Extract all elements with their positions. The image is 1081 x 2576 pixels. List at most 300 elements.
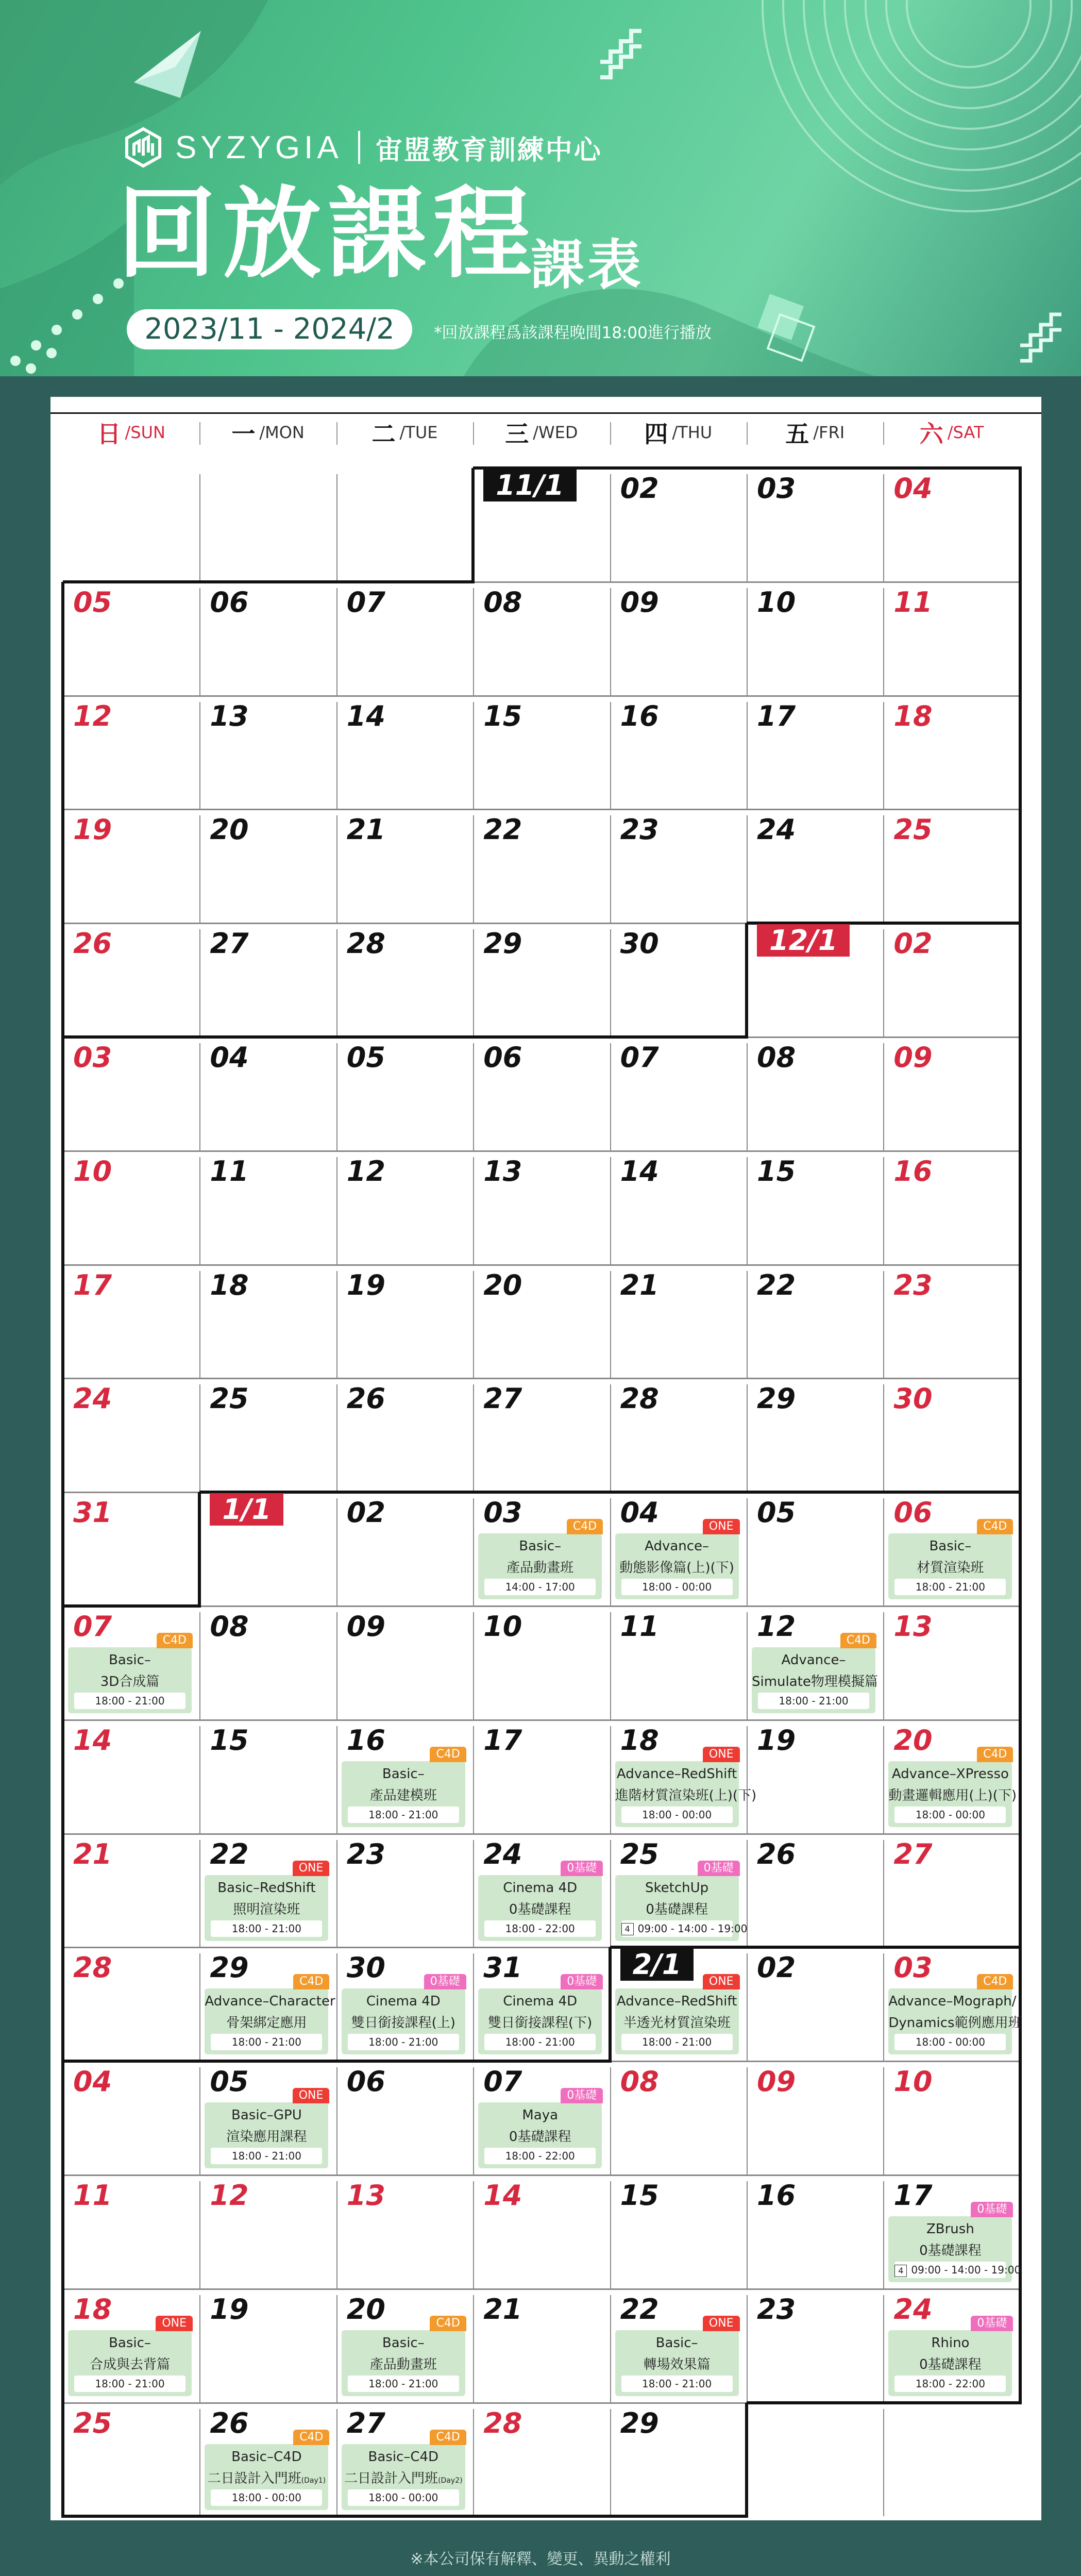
day-number: 30 (893, 1382, 933, 1415)
course-card[interactable] (888, 1520, 1012, 1599)
day-number: 17 (893, 2179, 933, 2212)
column-divider (199, 474, 200, 582)
day-number: 27 (893, 1837, 933, 1870)
calendar-day (883, 1378, 1019, 1492)
course-name: Basic–RedShift (217, 1880, 316, 1896)
course-time (621, 1579, 733, 1595)
calendar-day (199, 1947, 335, 2061)
day-number: 28 (483, 2406, 522, 2439)
day-number: 06 (893, 1496, 933, 1529)
calendar-day (199, 2403, 335, 2516)
course-time (894, 1806, 1006, 1823)
day-number: 02 (757, 1951, 796, 1984)
calendar-day (63, 809, 199, 923)
day-number: 25 (73, 2406, 112, 2439)
day-number: 10 (483, 1610, 522, 1643)
course-card[interactable] (615, 1975, 739, 2054)
calendar-day (63, 1492, 199, 1605)
course-card[interactable] (68, 1634, 192, 1713)
course-name: Basic– (929, 1538, 972, 1554)
course-card[interactable] (888, 2316, 1012, 2396)
course-card[interactable] (478, 2089, 602, 2168)
day-number: 07 (483, 2065, 522, 2098)
day-number: 02 (346, 1496, 385, 1529)
day-number: 22 (620, 2293, 659, 2326)
course-tag: C4D (293, 2430, 329, 2445)
weekday-label-english: /SUN (125, 423, 165, 442)
course-subtitle (205, 1899, 328, 1918)
day-number: 30 (620, 927, 659, 960)
course-time (621, 1806, 733, 1823)
calendar-day (336, 1492, 472, 1605)
calendar-day (473, 696, 609, 809)
day-number: 03 (483, 1496, 522, 1529)
course-tag: 0基礎 (561, 2088, 603, 2103)
course-time-text: 18:00 - 00:00 (915, 1808, 985, 1821)
logo-row (123, 122, 602, 173)
course-subtitle-text: 照明渲染班 (233, 1901, 300, 1917)
course-name: Cinema 4D (503, 1880, 578, 1896)
calendar-day (473, 1265, 609, 1378)
course-subtitle-text: 0基礎課程 (919, 2356, 982, 2372)
course-tag: 0基礎 (971, 2316, 1013, 2331)
calendar-day (473, 1037, 609, 1150)
day-number: 03 (73, 1041, 112, 1074)
day-number: 13 (346, 2179, 385, 2212)
calendar-day (473, 1947, 609, 2061)
day-number: 24 (73, 1382, 112, 1415)
session-count-badge: 4 (894, 2265, 907, 2277)
course-name: Basic– (109, 2335, 151, 2351)
course-card[interactable] (478, 1520, 602, 1599)
course-subtitle (68, 1671, 192, 1690)
calendar-day (610, 2403, 746, 2516)
day-number: 29 (483, 927, 522, 960)
calendar-day (63, 1720, 199, 1833)
course-time (484, 1579, 596, 1595)
day-number: 05 (757, 1496, 796, 1529)
day-number: 13 (210, 699, 249, 732)
calendar-day (199, 1037, 335, 1150)
course-time (758, 1693, 869, 1709)
calendar-day (336, 1606, 472, 1719)
month-start-label: 12/1 (757, 924, 850, 957)
course-name: Basic–C4D (231, 2449, 302, 2465)
brand-name: SYZYGIA (175, 129, 343, 165)
course-time-text: 18:00 - 21:00 (368, 2036, 438, 2049)
course-subtitle (205, 2012, 328, 2031)
decor-stairs-icon (598, 26, 644, 82)
course-tag: ONE (293, 1861, 330, 1876)
course-name: Cinema 4D (503, 1994, 578, 2010)
column-divider (336, 474, 337, 582)
calendar-day (473, 1492, 609, 1605)
weekday-label-english: /SAT (947, 423, 984, 442)
day-number: 23 (893, 1268, 933, 1301)
day-number: 18 (73, 2293, 112, 2326)
day-number: 19 (757, 1724, 796, 1757)
day-number: 07 (73, 1610, 112, 1643)
course-subtitle (342, 2354, 465, 2373)
calendar-day (610, 1492, 746, 1605)
brand-name-chinese: 宙盟教育訓練中心 (375, 135, 602, 166)
calendar-day (473, 2061, 609, 2174)
course-tag: ONE (703, 2316, 740, 2331)
calendar-day (883, 923, 1019, 1036)
calendar-day (63, 2403, 199, 2516)
day-number: 09 (346, 1610, 385, 1643)
calendar-day (473, 1834, 609, 1947)
day-number: 04 (893, 472, 933, 505)
course-tag: C4D (567, 1519, 603, 1534)
day-number: 23 (346, 1837, 385, 1870)
course-subtitle-text: 產品建模班 (369, 1787, 437, 1803)
course-time-text: 09:00 - 14:00 - 19:00 (637, 1922, 748, 1935)
course-tag: 0基礎 (971, 2202, 1013, 2217)
calendar-day (63, 696, 199, 809)
calendar-day (199, 1492, 335, 1605)
course-time (211, 2148, 322, 2164)
course-time (211, 1920, 322, 1937)
course-time-text: 18:00 - 21:00 (95, 1695, 165, 1707)
day-number: 19 (210, 2293, 249, 2326)
course-card[interactable] (478, 1975, 602, 2054)
course-time (348, 2034, 459, 2050)
day-number: 17 (757, 699, 796, 732)
course-card[interactable] (615, 1520, 739, 1599)
day-number: 24 (757, 813, 796, 846)
course-subtitle (478, 1899, 602, 1918)
page-subtitle: 課表 (531, 233, 645, 296)
day-number: 10 (893, 2065, 933, 2098)
day-number: 16 (620, 699, 659, 732)
course-name: Basic–GPU (231, 2107, 302, 2123)
course-card[interactable] (615, 1747, 757, 1827)
course-subtitle (205, 2126, 328, 2145)
calendar-grid (50, 397, 1041, 2520)
calendar-day (63, 1606, 199, 1719)
calendar-day (63, 582, 199, 695)
day-number: 08 (620, 2065, 659, 2098)
course-subtitle (888, 1557, 1012, 1576)
day-number: 25 (210, 1382, 249, 1415)
calendar-day (473, 2403, 609, 2516)
course-time-text: 18:00 - 21:00 (368, 1808, 438, 1821)
course-subtitle-text: 骨架綁定應用 (226, 2015, 307, 2031)
course-subtitle-text: Dynamics範例應用班 (888, 2015, 1022, 2031)
course-time-text: 14:00 - 17:00 (505, 1581, 575, 1594)
day-number: 04 (620, 1496, 659, 1529)
course-card[interactable] (68, 2316, 192, 2396)
course-subtitle-text: 0基礎課程 (509, 2129, 571, 2145)
course-subtitle-text: 產品動畫班 (506, 1560, 574, 1576)
course-subtitle (478, 2126, 602, 2145)
course-card[interactable] (888, 1975, 1022, 2054)
course-name: Advance–Character (205, 1994, 335, 2010)
course-subtitle (342, 1785, 465, 1804)
calendar-day (883, 468, 1019, 581)
course-time-text: 18:00 - 22:00 (915, 2377, 985, 2390)
calendar-day (610, 1265, 746, 1378)
course-time (894, 2262, 1021, 2278)
calendar-day (610, 809, 746, 923)
day-number: 18 (893, 699, 933, 732)
course-time (894, 2034, 1006, 2050)
calendar-day (883, 582, 1019, 695)
calendar-day (336, 2289, 472, 2402)
calendar-day (63, 2289, 199, 2402)
day-number: 08 (483, 586, 522, 618)
day-number: 27 (483, 1382, 522, 1415)
weekday-label-chinese: 四 (644, 420, 668, 448)
course-time-text: 18:00 - 21:00 (95, 2377, 165, 2390)
logo-separator (358, 131, 360, 164)
date-range-badge: 2023/11 - 2024/2 (127, 309, 412, 349)
course-tag: 0基礎 (698, 1861, 740, 1876)
course-card[interactable] (205, 2430, 328, 2510)
day-number: 15 (210, 1724, 249, 1757)
day-number: 25 (893, 813, 933, 846)
day-number: 07 (346, 586, 385, 618)
course-time-text: 18:00 - 22:00 (505, 2150, 575, 2163)
course-tag: C4D (840, 1633, 876, 1648)
day-number: 04 (73, 2065, 112, 2098)
course-time (348, 1806, 459, 1823)
course-time-text: 18:00 - 21:00 (915, 1581, 985, 1594)
calendar-day (747, 1151, 883, 1264)
calendar-day (883, 2175, 1019, 2288)
course-subtitle (888, 2240, 1012, 2259)
course-subtitle-text: 二日設計入門班 (207, 2470, 301, 2486)
calendar-day (473, 809, 609, 923)
course-tag: C4D (977, 1747, 1013, 1762)
day-number: 05 (73, 586, 112, 618)
day-number: 03 (757, 472, 796, 505)
course-subtitle (752, 1671, 878, 1690)
syzygia-logo-icon (123, 127, 164, 168)
course-subtitle-text: 3D合成篇 (100, 1674, 160, 1690)
course-time-text: 18:00 - 21:00 (641, 2036, 712, 2049)
course-card[interactable] (888, 2203, 1021, 2282)
course-subtitle (205, 2468, 328, 2487)
day-number: 19 (346, 1268, 385, 1301)
calendar-day (883, 696, 1019, 809)
schedule-note: *回放課程爲該課程晚間18:00進行播放 (434, 324, 712, 342)
course-card[interactable] (615, 1861, 748, 1941)
calendar-day (747, 1492, 883, 1605)
calendar-day (473, 1378, 609, 1492)
calendar-day (199, 2289, 335, 2402)
course-subtitle (888, 1785, 1017, 1804)
calendar-day (199, 1606, 335, 1719)
day-number: 24 (893, 2293, 933, 2326)
course-time (621, 2034, 733, 2050)
calendar-day (747, 2289, 883, 2402)
day-number: 12 (757, 1610, 796, 1643)
course-card[interactable] (888, 1747, 1017, 1827)
course-subtitle (615, 2012, 739, 2031)
calendar-day (747, 468, 883, 581)
weekday-label-english: /FRI (813, 423, 845, 442)
calendar-day (883, 2289, 1019, 2402)
day-number: 16 (757, 2179, 796, 2212)
day-number: 15 (483, 699, 522, 732)
course-name: SketchUp (645, 1880, 709, 1896)
course-subtitle (888, 2012, 1022, 2031)
course-subtitle (615, 1899, 739, 1918)
course-card[interactable] (615, 2316, 739, 2396)
calendar-day (199, 1151, 335, 1264)
course-subtitle (888, 2354, 1012, 2373)
course-tag: ONE (703, 1747, 740, 1762)
course-tag: C4D (157, 1633, 193, 1648)
course-time-text: 09:00 - 14:00 - 19:00 (911, 2264, 1021, 2276)
day-number: 28 (346, 927, 385, 960)
course-time (348, 2376, 459, 2392)
course-name: Basic– (519, 1538, 562, 1554)
day-number: 21 (73, 1837, 112, 1870)
day-number: 09 (757, 2065, 796, 2098)
day-number: 07 (620, 1041, 659, 1074)
calendar-day (747, 1720, 883, 1833)
calendar-day (610, 1378, 746, 1492)
course-name: Advance–RedShift (616, 1994, 737, 2010)
calendar-day (610, 1834, 746, 1947)
page-title: 回放課程 (117, 177, 538, 292)
course-tag: ONE (156, 2316, 193, 2331)
calendar-day (199, 2061, 335, 2174)
day-number: 27 (346, 2406, 385, 2439)
day-number: 21 (483, 2293, 522, 2326)
calendar-day (883, 809, 1019, 923)
day-number: 25 (620, 1837, 659, 1870)
calendar-day (336, 1947, 472, 2061)
day-number: 06 (210, 586, 249, 618)
course-card[interactable] (205, 1861, 328, 1941)
day-number: 11 (210, 1155, 249, 1187)
day-number: 27 (210, 927, 249, 960)
day-number: 14 (73, 1724, 112, 1757)
course-subtitle-text: 雙日銜接課程(下) (488, 2015, 593, 2031)
day-number: 20 (346, 2293, 385, 2326)
day-number: 21 (346, 813, 385, 846)
day-number: 02 (893, 927, 933, 960)
course-name: Advance–XPresso (891, 1766, 1009, 1782)
header-banner (0, 0, 1081, 376)
calendar-day (747, 1947, 883, 2061)
calendar-day (63, 1151, 199, 1264)
day-number: 08 (210, 1610, 249, 1643)
calendar-day (336, 2061, 472, 2174)
weekday-label-chinese: 一 (231, 420, 256, 448)
calendar-day (610, 1720, 757, 1833)
calendar-day (747, 1265, 883, 1378)
course-name: Advance– (645, 1538, 710, 1554)
calendar-day (610, 582, 746, 695)
course-name: Maya (522, 2107, 559, 2123)
calendar-day (63, 1378, 199, 1492)
course-subtitle (342, 2468, 465, 2487)
course-subtitle-text: 產品動畫班 (369, 2356, 437, 2372)
course-card[interactable] (342, 2430, 465, 2510)
calendar-day (199, 809, 335, 923)
calendar-day (199, 1265, 335, 1378)
calendar-day (473, 2175, 609, 2288)
course-tag: C4D (293, 1974, 329, 1989)
course-tag: 0基礎 (424, 1974, 466, 1989)
course-time-text: 18:00 - 00:00 (641, 1581, 712, 1594)
course-time (894, 1579, 1006, 1595)
calendar-day (63, 2175, 199, 2288)
course-subtitle-text: Simulate物理模擬篇 (752, 1674, 878, 1690)
day-number: 16 (346, 1724, 385, 1757)
calendar-day (473, 923, 609, 1036)
calendar-day (336, 696, 472, 809)
weekday-label-chinese: 六 (919, 420, 943, 448)
course-card[interactable] (342, 2316, 465, 2396)
calendar-day (610, 1606, 746, 1719)
calendar-day (63, 2061, 199, 2174)
session-count-badge: 4 (621, 1923, 634, 1935)
weekday-label-english: /WED (533, 423, 578, 442)
course-card[interactable] (205, 1975, 335, 2054)
column-divider (883, 2409, 884, 2517)
calendar-day (747, 2175, 883, 2288)
day-number: 15 (757, 1155, 796, 1187)
calendar-day (63, 923, 199, 1036)
course-subtitle-text: 渲染應用課程 (226, 2129, 307, 2145)
calendar-day (883, 2061, 1019, 2174)
calendar-day (747, 696, 883, 809)
course-subtitle-text: 動態影像篇(上)(下) (619, 1560, 734, 1576)
decor-squares-icon (742, 289, 824, 366)
calendar-day (199, 923, 335, 1036)
course-card[interactable] (342, 1975, 465, 2054)
day-number: 22 (757, 1268, 796, 1301)
calendar-day (610, 1947, 746, 2061)
day-number: 30 (346, 1951, 385, 1984)
course-card[interactable] (205, 2089, 328, 2168)
day-number: 16 (893, 1155, 933, 1187)
course-card[interactable] (478, 1861, 602, 1941)
course-subtitle-text: 雙日銜接課程(上) (351, 2015, 455, 2031)
course-subtitle (615, 1557, 739, 1576)
course-subtitle-text: 動畫邏輯應用(上)(下) (888, 1787, 1017, 1803)
day-number: 23 (620, 813, 659, 846)
course-subtitle-text: 0基礎課程 (646, 1901, 708, 1917)
calendar-day (747, 1037, 883, 1150)
course-card[interactable] (752, 1634, 878, 1713)
course-name: Advance–RedShift (616, 1766, 737, 1782)
weekday-label-chinese: 五 (785, 420, 809, 448)
course-tag: ONE (703, 1974, 740, 1989)
calendar-day (63, 1265, 199, 1378)
calendar-day (473, 2289, 609, 2402)
calendar-day (883, 1265, 1019, 1378)
course-time-text: 18:00 - 21:00 (231, 2150, 301, 2163)
day-number: 04 (210, 1041, 249, 1074)
calendar-day (610, 696, 746, 809)
day-number: 13 (483, 1155, 522, 1187)
calendar-day (747, 1834, 883, 1947)
course-card[interactable] (342, 1747, 465, 1827)
calendar-day (747, 582, 883, 695)
course-tag: C4D (430, 1747, 466, 1762)
day-number: 29 (757, 1382, 796, 1415)
course-subtitle (68, 2354, 192, 2373)
calendar-day (336, 582, 472, 695)
course-time (894, 2376, 1006, 2392)
